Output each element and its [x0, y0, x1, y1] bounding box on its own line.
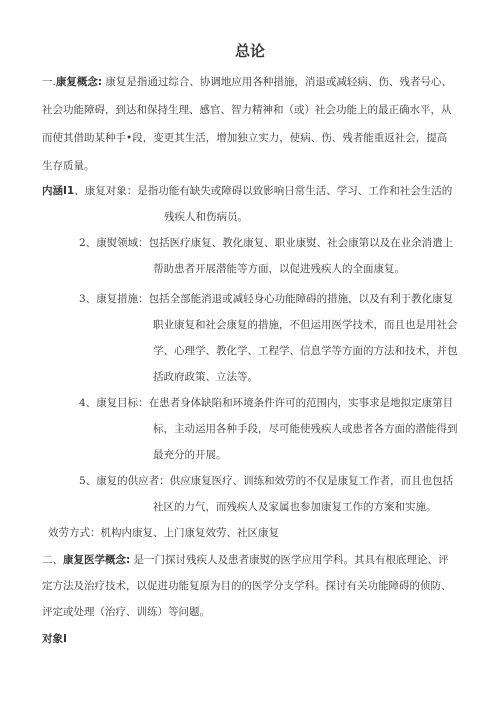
item-4-line-3: 最充分的开展。: [153, 449, 227, 461]
item-1-line-1: 康复对象：是指功能有缺失或障碍以致影响日常生活、学习、工作和社会生活的: [84, 185, 453, 197]
page-title: 总论: [234, 42, 265, 60]
item-3-line-4: 括政府政策、立法等。: [153, 371, 258, 383]
item-4-line-1: 康复目标：在患者身体缺陷和环境条件许可的范围内，实事求是地拟定康第目: [96, 397, 454, 409]
section2-line-1: [42, 553, 449, 567]
connotation-item-2: 2、康熨领域：包括医疗康复、教化康复、职业康熨、社会康第以及在业余消遣上: [79, 237, 454, 249]
connotation-item-4: 4、康复目标：在患者身体缺陷和环境条件许可的范围内，实事求是地拟定康第目: [79, 397, 454, 409]
section1-line-2: 社会功能障碍，到达和保持生理、感官、智力精神和（或）社会功能上的最正确水平，从: [42, 104, 452, 116]
item-2-line-2: 帮助患者开展潜能等方面，以促进残疾人的全面康复。: [153, 263, 405, 275]
connotation-item-5: 5、康复的供应者：供应康复医疗、训练和效劳的不仅是康复工作者，而且也包括: [79, 475, 454, 487]
section2-term: 康复医学概念:: [63, 554, 131, 566]
connotation-item-1: 内涵I1、康复对象：是指功能有缺失或障碍以致影响日常生活、学习、工作和社会生活的: [42, 185, 453, 197]
item-5-line-1: 康复的供应者：供应康复医疗、训练和效劳的不仅是康复工作者，而且也包括: [96, 475, 454, 487]
item-1-line-2: 残疾人和伤病员。: [164, 211, 248, 223]
connotation-item-3: 3、康复措施：包括全部能消退或减轻身心功能障碍的措施，以及有利于教化康复: [79, 293, 454, 305]
section2-prefix: 二、: [42, 554, 63, 566]
service-methods: 效劳方式：机构内康复、上门康复效劳、社区康复: [48, 527, 279, 539]
section1-term: 康复概念:: [55, 76, 103, 88]
item-3-line-1: 康复措施：包括全部能消退或减轻身心功能障碍的措施，以及有利于教化康复: [96, 293, 454, 305]
item-2-line-1: 康熨领域：包括医疗康复、教化康复、职业康熨、社会康第以及在业余消遣上: [96, 237, 454, 249]
section1-prefix: 一.: [42, 76, 56, 88]
section1-line-1: [42, 75, 452, 89]
section1-text-1: 康复是指通过综合、协调地应用各种措施，消退或减轻病、伤、残者号心、: [105, 76, 452, 88]
section1-line-3: 而使其借助某种手•段，变更其生活，增加独立实力，使病、伤、残者能重返社会，提高: [42, 132, 448, 144]
section2-line-3: 评定或处理（治疗、训练）等问题。: [42, 606, 210, 618]
section1-line-4: 生存质量。: [42, 160, 95, 172]
object-label: 对象I: [42, 633, 67, 645]
section2-text-1: 是一门探讨残疾人及患者康熨的医学应用学科。其具有根底理论、评: [133, 554, 449, 566]
item-4-line-2: 标，主动运用各种手段，尽可能使残疾人或患者各方面的潜能得到: [153, 423, 458, 435]
connotation-label: 内涵I1: [42, 185, 75, 197]
item-5-line-2: 社区的力气，而残疾人及家属也参加康复工作的方案和实施。: [153, 501, 437, 513]
item-3-line-3: 学、心理学、教化学、工程学、信息学等方面的方法和技术，并包: [153, 345, 458, 357]
section2-line-2: 定方法及治疗技术，以促进功能复原为目的的医学分支学科。探讨有关功能障碍的侦防、: [42, 580, 452, 592]
item-3-line-2: 职业康复和社会康复的措施，不但运用医学技术，而且也是用社会: [153, 319, 458, 331]
